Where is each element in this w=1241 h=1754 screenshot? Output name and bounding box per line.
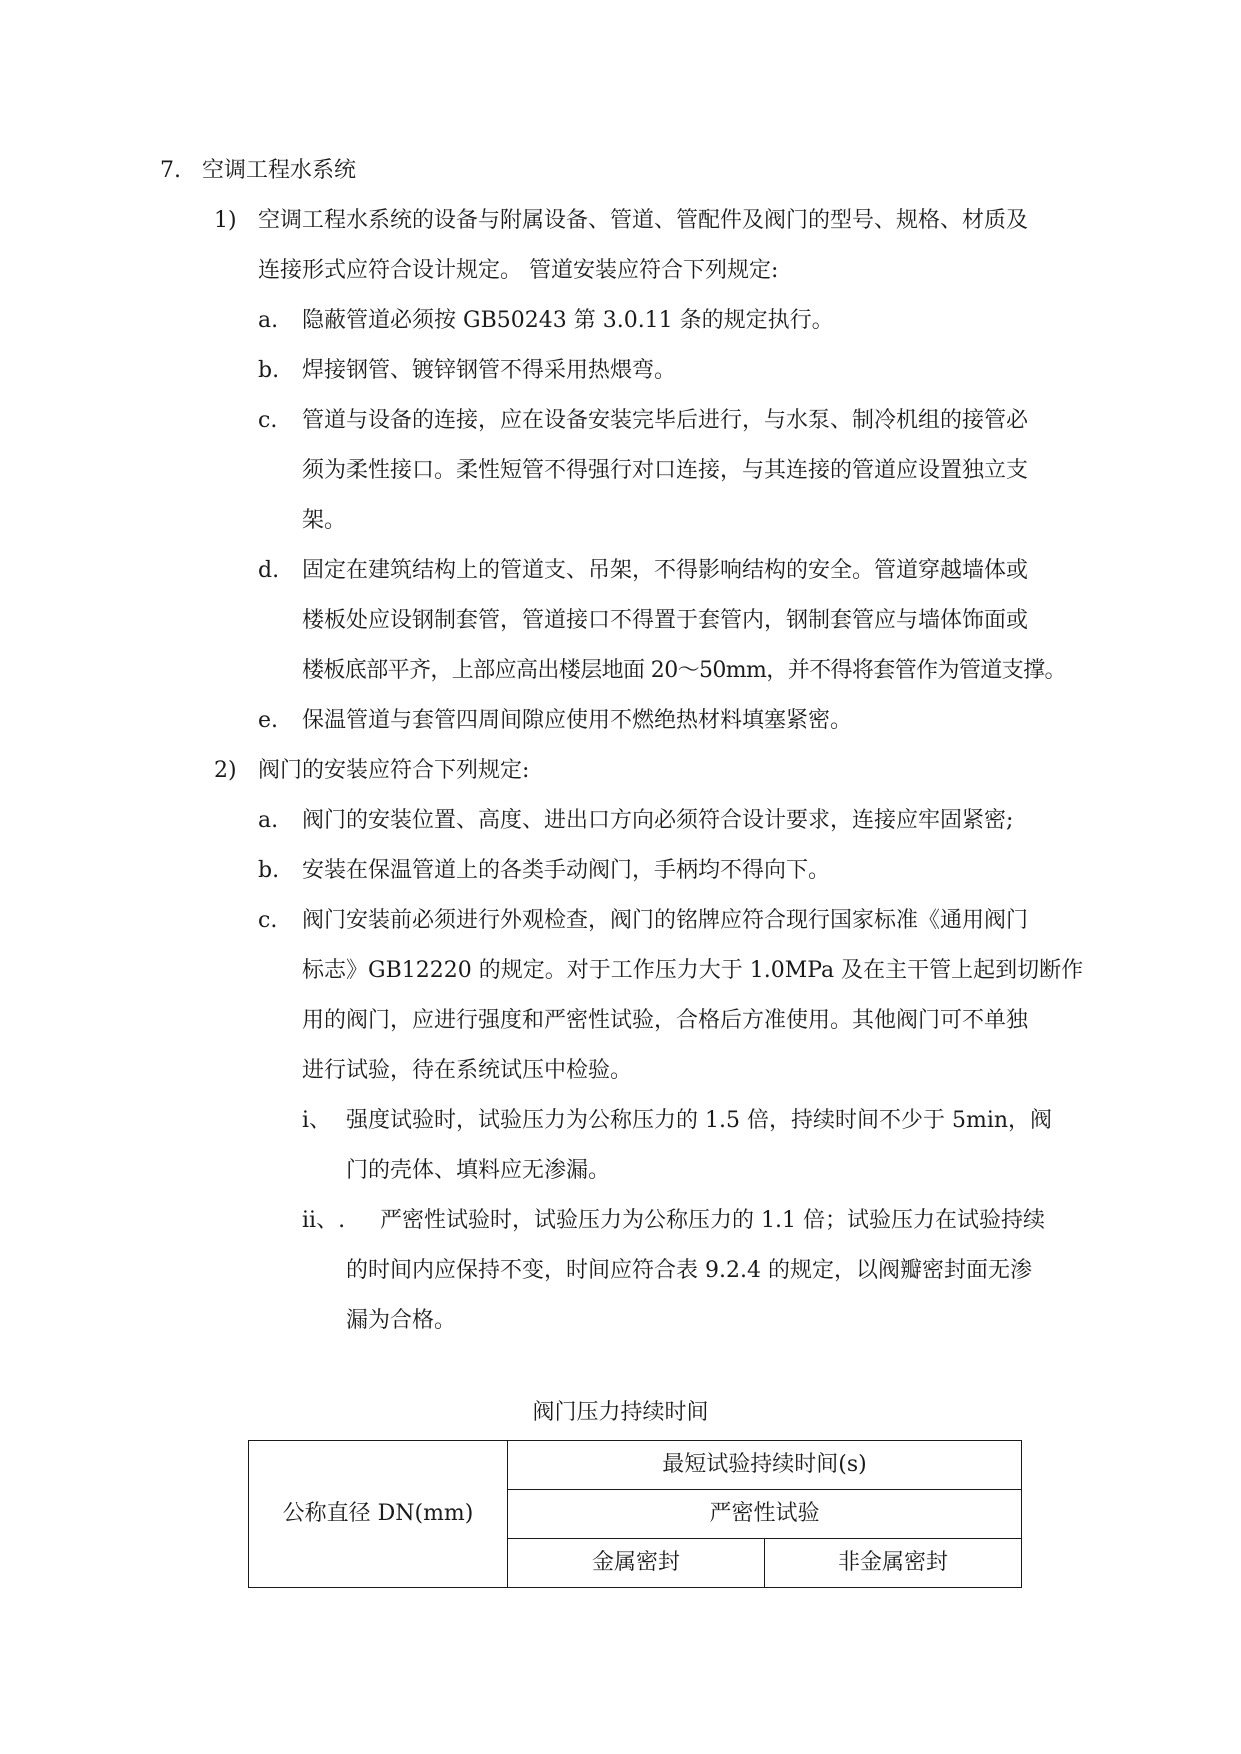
col-header-metal-seal: 金属密封 bbox=[508, 1539, 765, 1588]
item1-c-line-2: 须为柔性接口。柔性短管不得强行对口连接，与其连接的管道应设置独立支 bbox=[302, 458, 1029, 483]
item2-c-i-line-2: 门的壳体、填料应无渗漏。 bbox=[346, 1158, 611, 1183]
item1-line-1: 空调工程水系统的设备与附属设备、管道、管配件及阀门的型号、规格、材质及 bbox=[258, 208, 1029, 233]
item1-d-line-2: 楼板处应设钢制套管，管道接口不得置于套管内，钢制套管应与墙体饰面或 bbox=[302, 608, 1029, 633]
item1-marker: 1) bbox=[214, 208, 237, 233]
item2-c-ii-line-3: 漏为合格。 bbox=[346, 1308, 457, 1333]
item2-c-ii-line-1: 严密性试验时，试验压力为公称压力的 1.1 倍；试验压力在试验持续 bbox=[380, 1208, 1045, 1233]
item1-d-line-3: 楼板底部平齐，上部应高出楼层地面 20～50mm，并不得将套管作为管道支撑。 bbox=[302, 658, 1066, 683]
table-caption: 阀门压力持续时间 bbox=[532, 1400, 709, 1425]
item2-b-line-1: 安装在保温管道上的各类手动阀门，手柄均不得向下。 bbox=[302, 858, 831, 883]
item2-c-line-2: 标志》GB12220 的规定。对于工作压力大于 1.0MPa 及在主干管上起到切断作 bbox=[302, 958, 1084, 983]
item2-c-line-4: 进行试验，待在系统试压中检验。 bbox=[302, 1058, 633, 1083]
row-header-nominal-diameter: 公称直径 DN(mm) bbox=[249, 1441, 508, 1588]
item1-b-line-1: 焊接钢管、镀锌钢管不得采用热煨弯。 bbox=[302, 358, 677, 383]
item2-c-ii-line-2: 的时间内应保持不变，时间应符合表 9.2.4 的规定，以阀瓣密封面无渗 bbox=[346, 1258, 1032, 1283]
item1-c-line-3: 架。 bbox=[302, 508, 347, 533]
item1-a-line-1: 隐蔽管道必须按 GB50243 第 3.0.11 条的规定执行。 bbox=[302, 308, 834, 333]
item2-c-i-marker: i、 bbox=[302, 1108, 332, 1133]
item1-d-marker: d. bbox=[258, 558, 280, 583]
item1-a-marker: a. bbox=[258, 308, 279, 333]
item2-c-marker: c. bbox=[258, 908, 278, 933]
item2-a-line-1: 阀门的安装位置、高度、进出口方向必须符合设计要求，连接应牢固紧密; bbox=[302, 808, 1014, 833]
valve-pressure-duration-table bbox=[248, 1440, 1022, 1588]
item1-d-line-1: 固定在建筑结构上的管道支、吊架，不得影响结构的安全。管道穿越墙体或 bbox=[302, 558, 1029, 583]
item2-c-line-1: 阀门安装前必须进行外观检查，阀门的铭牌应符合现行国家标准《通用阀门 bbox=[302, 908, 1029, 933]
item1-line-2: 连接形式应符合设计规定。 管道安装应符合下列规定: bbox=[258, 258, 779, 283]
section-number: 7. bbox=[160, 158, 181, 183]
item2-marker: 2) bbox=[214, 758, 237, 783]
item1-e-marker: e. bbox=[258, 708, 279, 733]
section-title: 空调工程水系统 bbox=[202, 158, 357, 183]
item2-c-i-line-1: 强度试验时，试验压力为公称压力的 1.5 倍，持续时间不少于 5min，阀 bbox=[346, 1108, 1053, 1133]
item1-b-marker: b. bbox=[258, 358, 280, 383]
item2-c-ii-marker: ii、. bbox=[302, 1208, 346, 1233]
item1-e-line-1: 保温管道与套管四周间隙应使用不燃绝热材料填塞紧密。 bbox=[302, 708, 853, 733]
table-row bbox=[249, 1441, 1022, 1490]
item1-c-marker: c. bbox=[258, 408, 278, 433]
col-header-nonmetal-seal: 非金属密封 bbox=[765, 1539, 1022, 1588]
item2-a-marker: a. bbox=[258, 808, 279, 833]
sub-header-tightness-test: 严密性试验 bbox=[508, 1490, 1022, 1539]
item2-b-marker: b. bbox=[258, 858, 280, 883]
item1-c-line-1: 管道与设备的连接，应在设备安装完毕后进行，与水泵、制冷机组的接管必 bbox=[302, 408, 1029, 433]
group-header-min-duration: 最短试验持续时间(s) bbox=[508, 1441, 1022, 1490]
item2-c-line-3: 用的阀门，应进行强度和严密性试验，合格后方准使用。其他阀门可不单独 bbox=[302, 1008, 1029, 1033]
item2-line-1: 阀门的安装应符合下列规定: bbox=[258, 758, 530, 783]
